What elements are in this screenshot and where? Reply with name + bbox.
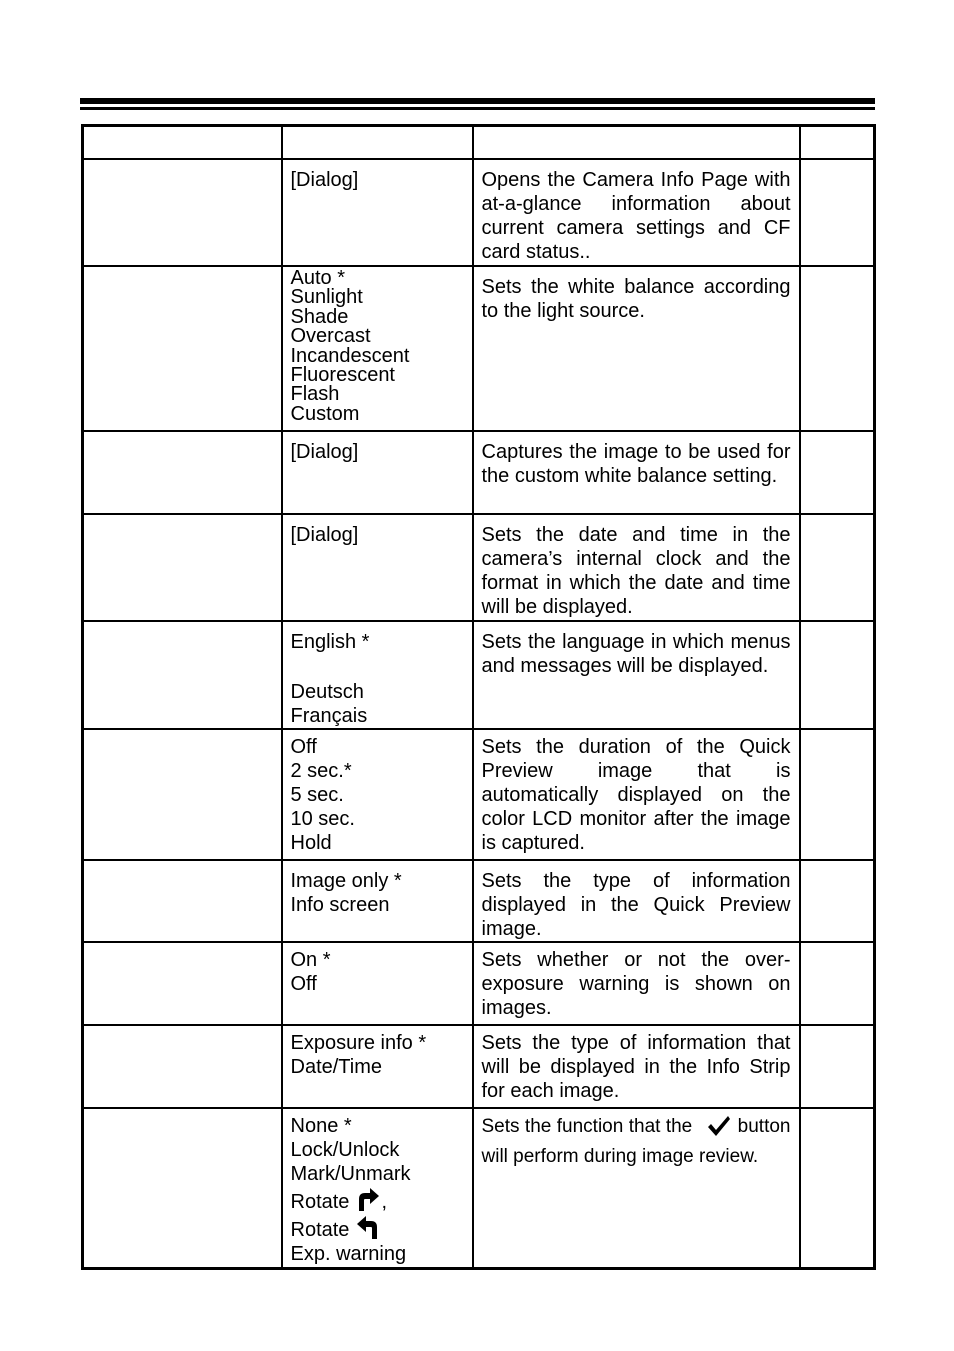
option-text: Incandescent [290, 344, 410, 367]
item-cell [83, 942, 282, 1025]
option-text: English * [290, 631, 370, 653]
table-row [83, 1025, 875, 1108]
options-cell [282, 1108, 473, 1268]
option-text: Hold [290, 832, 332, 854]
item-cell [83, 621, 282, 729]
page-cell [800, 621, 875, 729]
table-row [83, 159, 875, 266]
options-cell [282, 621, 473, 729]
page-cell [800, 514, 875, 621]
page-cell [800, 159, 875, 266]
description-cell: Opens the Camera Info Page with at-a-glance information about current camera settings and CF card status.. [473, 159, 800, 266]
options-cell [282, 860, 473, 942]
table-row [83, 860, 875, 942]
description-cell: Sets the white balance according to the light source. [473, 266, 800, 431]
options-cell [282, 514, 473, 621]
option-text: [Dialog] [290, 169, 359, 191]
option-text: Auto * [290, 267, 345, 289]
description-cell: Sets the type of information that will be displayed in the Info Strip for each image. [473, 1025, 800, 1108]
option-text: Image only * [290, 870, 402, 892]
option-text: Overcast [290, 325, 371, 348]
option-text: Mark/Unmark [290, 1163, 411, 1185]
item-cell [83, 1108, 282, 1268]
option-text: Exp. warning [290, 1243, 407, 1265]
item-cell [83, 159, 282, 266]
options-cell [282, 159, 473, 266]
item-cell [83, 860, 282, 942]
options-cell [282, 942, 473, 1025]
option-text: None * [290, 1115, 352, 1137]
option-text: Custom [290, 402, 360, 425]
table-row [83, 266, 875, 431]
option-text: Fluorescent [290, 364, 395, 387]
table-row [83, 431, 875, 514]
item-cell [83, 266, 282, 431]
description-cell: Sets the date and time in the camera’s internal clock and the format in which the date and time will be displayed. [473, 514, 800, 621]
option-text: Français [290, 705, 368, 727]
page-cell [800, 431, 875, 514]
checkmark-icon [706, 1114, 732, 1145]
option-rotate-right: Rotate , [291, 1186, 466, 1214]
item-cell [83, 1025, 282, 1108]
option-text: Lock/Unlock [290, 1139, 400, 1161]
settings-menu-table [81, 124, 876, 1270]
header-cell-page [800, 126, 875, 160]
description-cell: Sets whether or not the over-exposure warning is shown on images. [473, 942, 800, 1025]
description-cell: Sets the language in which menus and messages will be displayed. [473, 621, 800, 729]
table-row [83, 1108, 875, 1268]
option-text: [Dialog] [290, 524, 359, 546]
page-cell [800, 942, 875, 1025]
table-row [83, 621, 875, 729]
option-text: Info screen [290, 894, 390, 916]
item-cell [83, 514, 282, 621]
option-text: [Dialog] [290, 441, 359, 463]
item-cell [83, 729, 282, 860]
header-rule-thick [80, 98, 875, 104]
option-text: Flash [290, 383, 340, 406]
option-text: Exposure info * [290, 1032, 427, 1054]
page-cell [800, 860, 875, 942]
table-header-row [83, 126, 875, 160]
table-row [83, 729, 875, 860]
table-row [83, 514, 875, 621]
options-cell [282, 729, 473, 860]
option-text: Sunlight [290, 286, 363, 309]
description-cell: Sets the duration of the Quick Preview image that is automatically displayed on the color LCD monitor after the image is captured. [473, 729, 800, 860]
description-cell: Captures the image to be used for the custom white balance setting. [473, 431, 800, 514]
option-text: Shade [290, 305, 349, 328]
option-text: Off [290, 973, 317, 995]
option-text: Date/Time [290, 1056, 383, 1078]
page-cell [800, 1025, 875, 1108]
header-cell-item [83, 126, 282, 160]
page-cell [800, 266, 875, 431]
description-cell: Sets the function that the button will perform during image review. [473, 1108, 800, 1268]
options-cell [282, 431, 473, 514]
option-rotate-left: Rotate [291, 1214, 466, 1242]
options-cell [282, 1025, 473, 1108]
table-row [83, 942, 875, 1025]
description-cell: Sets the type of information displayed in the Quick Preview image. [473, 860, 800, 942]
option-text: Off [290, 736, 317, 758]
option-text: 2 sec.* [290, 760, 352, 782]
header-cell-options [282, 126, 473, 160]
options-cell [282, 266, 473, 431]
option-text: 10 sec. [290, 808, 355, 830]
option-text: 5 sec. [290, 784, 344, 806]
page-cell [800, 1108, 875, 1268]
option-text: On * [290, 949, 331, 971]
header-cell-description [473, 126, 800, 160]
item-cell [83, 431, 282, 514]
option-text: Deutsch [290, 681, 364, 703]
page-cell [800, 729, 875, 860]
header-rule-thin [80, 107, 875, 110]
